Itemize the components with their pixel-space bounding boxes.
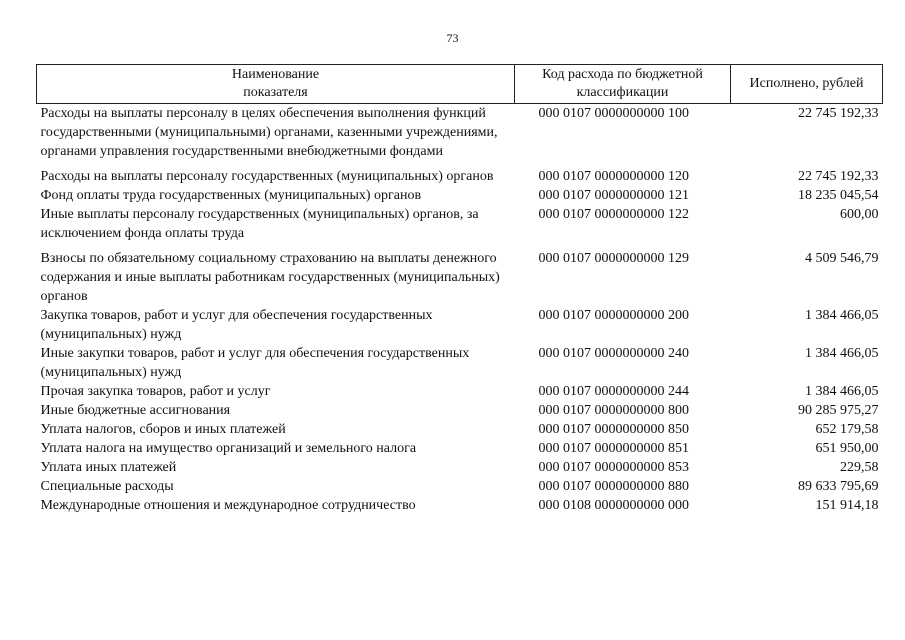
row-name: Иные бюджетные ассигнования — [40, 403, 231, 418]
row-name: Иные закупки товаров, работ и услуг для обеспечения государственных (муниципальных) нужд — [40, 346, 470, 380]
row-amount: 1 384 466,05 — [805, 384, 879, 399]
row-name: Уплата иных платежей — [40, 460, 177, 475]
row-name: Взносы по обязательному социальному страхованию на выплаты денежного содержания и иные выплаты работникам государственных (муниципальных) органов — [40, 251, 500, 304]
row-name: Закупка товаров, работ и услуг для обеспечения государственных (муниципальных) нужд — [40, 308, 433, 342]
row-name: Международные отношения и международное сотрудничество — [40, 498, 416, 513]
row-code: 000 0107 0000000000 240 — [538, 346, 689, 361]
row-amount: 652 179,58 — [815, 422, 879, 437]
page-number: 73 — [446, 31, 459, 45]
header-code-line1: Код расхода по бюджетной — [542, 67, 703, 82]
row-name: Уплата налогов, сборов и иных платежей — [40, 422, 286, 437]
table-row — [37, 439, 883, 458]
row-amount: 22 745 192,33 — [798, 169, 879, 184]
table-row — [37, 401, 883, 420]
row-amount: 600,00 — [840, 207, 879, 222]
header-budget-code — [515, 65, 731, 104]
header-name-line2: показателя — [243, 85, 308, 100]
header-code-line2: классификации — [576, 85, 669, 100]
row-name: Фонд оплаты труда государственных (муниципальных) органов — [40, 188, 422, 203]
row-code: 000 0107 0000000000 120 — [538, 169, 689, 184]
row-amount: 151 914,18 — [815, 498, 879, 513]
table-row — [37, 458, 883, 477]
row-code: 000 0107 0000000000 851 — [538, 441, 689, 456]
row-code: 000 0107 0000000000 880 — [538, 479, 689, 494]
row-code: 000 0107 0000000000 200 — [538, 308, 689, 323]
table-header-row — [37, 65, 883, 104]
row-code: 000 0107 0000000000 244 — [538, 384, 689, 399]
table-row — [37, 344, 883, 382]
header-indicator-name — [37, 65, 515, 104]
row-code: 000 0107 0000000000 122 — [538, 207, 689, 222]
row-code: 000 0107 0000000000 129 — [538, 251, 689, 266]
table-row — [37, 477, 883, 496]
row-name: Специальные расходы — [40, 479, 174, 494]
row-code: 000 0107 0000000000 853 — [538, 460, 689, 475]
row-amount: 90 285 975,27 — [798, 403, 879, 418]
row-amount: 1 384 466,05 — [805, 308, 879, 323]
row-name: Прочая закупка товаров, работ и услуг — [40, 384, 271, 399]
table-row — [37, 186, 883, 205]
table-row — [37, 243, 883, 306]
row-amount: 229,58 — [840, 460, 879, 475]
table-row — [37, 161, 883, 186]
table-row — [37, 496, 883, 515]
table-row — [37, 205, 883, 243]
header-name-line1: Наименование — [231, 67, 320, 82]
row-amount: 1 384 466,05 — [805, 346, 879, 361]
table-row — [37, 104, 883, 162]
row-amount: 4 509 546,79 — [805, 251, 879, 266]
row-amount: 651 950,00 — [815, 441, 879, 456]
row-name: Иные выплаты персоналу государственных (муниципальных) органов, за исключением фонда оплаты труда — [40, 207, 479, 241]
row-amount: 18 235 045,54 — [798, 188, 879, 203]
row-code: 000 0107 0000000000 800 — [538, 403, 689, 418]
header-executed-amount: Исполнено, рублей — [731, 65, 883, 104]
table-row — [37, 306, 883, 344]
table-row — [37, 382, 883, 401]
row-amount: 22 745 192,33 — [798, 106, 879, 121]
row-name: Уплата налога на имущество организаций и земельного налога — [40, 441, 417, 456]
row-code: 000 0107 0000000000 121 — [538, 188, 689, 203]
budget-execution-table — [36, 64, 883, 515]
table-row — [37, 420, 883, 439]
row-code: 000 0107 0000000000 100 — [538, 106, 689, 121]
row-amount: 89 633 795,69 — [798, 479, 879, 494]
row-code: 000 0107 0000000000 850 — [538, 422, 689, 437]
row-code: 000 0108 0000000000 000 — [538, 498, 689, 513]
row-name: Расходы на выплаты персоналу в целях обеспечения выполнения функций государственными (муниципальными) органами, казенными учреждениями, органами управления государственными внебюджетными фондами — [40, 106, 498, 159]
row-name: Расходы на выплаты персоналу государственных (муниципальных) органов — [40, 169, 494, 184]
